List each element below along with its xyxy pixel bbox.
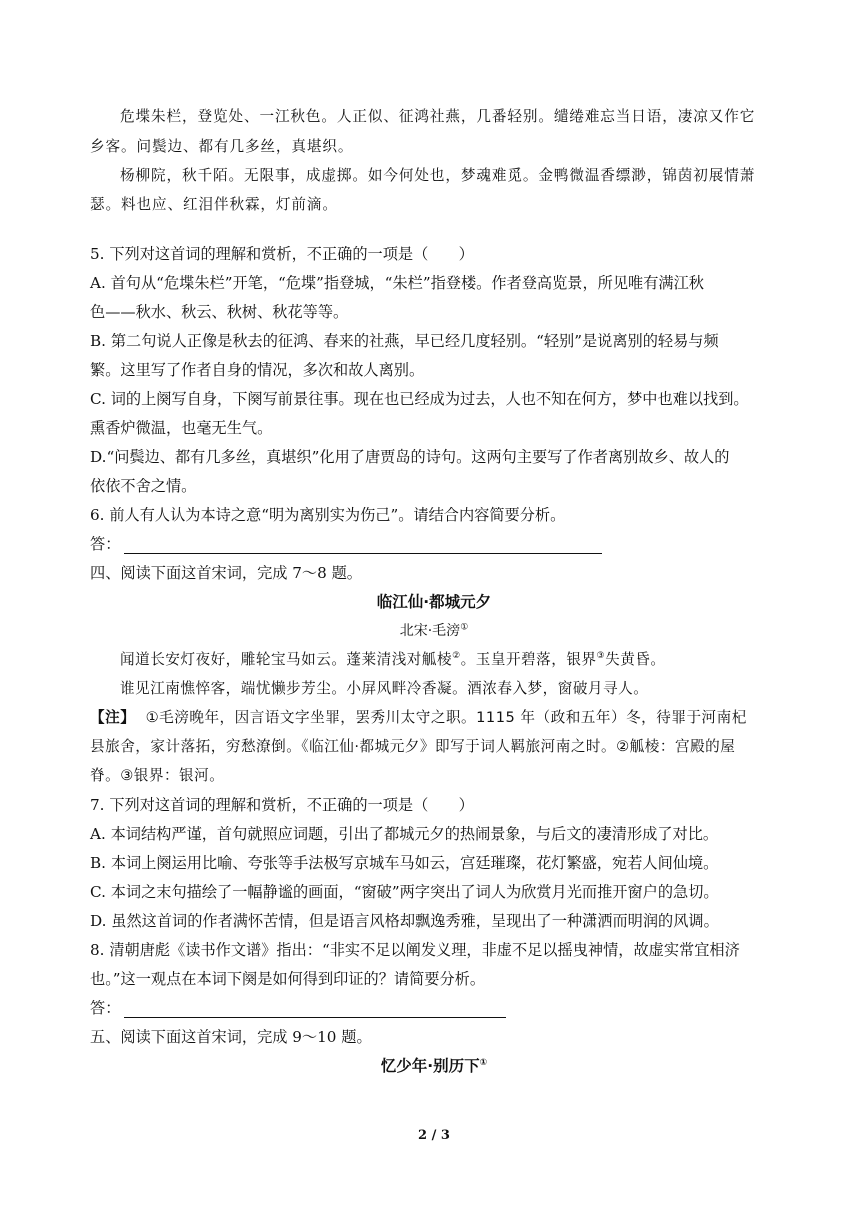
q6-answer-row [90,534,778,554]
poem2-line1-part2: 。玉皇开碧落，银界 [460,651,597,668]
q5-option-d-line2: 依依不舍之情。 [90,477,197,495]
q5-option-a-line1: A. 首句从“危堞朱栏”开笔，“危堞”指登城，“朱栏”指登楼。作者登高览景，所见唯有满江秋 [90,274,704,292]
footnote-marker-2: ② [452,651,461,662]
q7-option-b: B. 本词上阕运用比喻、夸张等手法极写京城车马如云，宫廷璀璨，花灯繁盛，宛若人间仙境。 [90,854,719,872]
question-6-stem: 6. 前人有人认为本诗之意“明为离别实为伤己”。请结合内容简要分析。 [90,506,566,524]
poem2-author-name: 北宋·毛滂 [399,623,461,639]
q5-option-a-line2: 色——秋水、秋云、秋树、秋花等等。 [90,303,349,321]
section-5-heading: 五、阅读下面这首宋词，完成 9～10 题。 [90,1028,372,1046]
poem1-line1: 危堞朱栏，登览处、一江秋色。人正似、征鸿社燕，几番轻别。缱绻难忘当日语，凄凉又作它 [120,108,756,125]
note-text-1: ①毛滂晚年，因言语文字坐罪，罢秀川太守之职。1115 年（政和五年）冬，待罪于河南杞 [145,709,747,726]
q5-option-c-line2: 熏香炉微温，也毫无生气。 [90,419,273,437]
poem2-line1 [120,650,778,670]
poem2-note-line1 [90,708,778,728]
footnote-marker-poem3: ① [479,1057,488,1068]
q6-answer-label: 答： [90,535,121,553]
q8-answer-row [90,998,778,1018]
poem2-note-line3: 脊。③银界：银河。 [90,767,225,784]
question-5-stem: 5. 下列对这首词的理解和赏析，不正确的一项是（ ） [90,245,474,263]
poem2-line1-part1: 闻道长安灯夜好，雕轮宝马如云。蓬莱清浅对觚棱 [120,651,453,668]
poem1-line3: 杨柳院，秋千陌。无限事，成虚掷。如今何处也，梦魂难觅。金鸭微温香缥渺，锦茵初展情萧 [120,167,756,184]
q7-option-a: A. 本词结构严谨，首句就照应词题，引出了都城元夕的热闹景象，与后文的凄清形成了对比。 [90,825,719,843]
poem1-line4: 瑟。料也应、红泪伴秋霖，灯前滴。 [90,196,338,213]
poem2-line1-part3: 失黄昏。 [605,651,666,668]
poem2-title: 临江仙·都城元夕 [376,593,492,611]
q5-option-c-line1: C. 词的上阕写自身，下阕写前景往事。现在也已经成为过去，人也不知在何方，梦中也难以找到。 [90,390,749,408]
poem3-title [0,1056,868,1076]
poem2-author [0,621,868,641]
question-8-line1: 8. 清朝唐彪《读书作文谱》指出：“非实不足以阐发义理，非虚不足以摇曳神情，故虚实常宜相济 [90,941,740,959]
q6-answer-blank[interactable] [124,539,602,554]
poem2-note-line2: 县旅舍，家计落拓，穷愁潦倒。《临江仙·都城元夕》即写于词人羁旅河南之时。②觚棱：宫殿的屋 [90,738,736,755]
q8-answer-blank[interactable] [124,1003,506,1018]
page-number: 2 / 3 [418,1128,450,1143]
poem1-line2: 乡客。问鬓边、都有几多丝，真堪织。 [90,138,354,155]
question-7-stem: 7. 下列对这首词的理解和赏析，不正确的一项是（ ） [90,796,474,814]
q5-option-d-line1: D.“问鬓边、都有几多丝，真堪织”化用了唐贾岛的诗句。这两句主要写了作者离别故乡、故人的 [90,448,730,466]
footnote-marker-1: ① [460,622,469,633]
footnote-marker-3: ③ [596,651,606,662]
poem3-title-text: 忆少年·别历下 [380,1057,480,1075]
question-8-line2: 也。”这一观点在本词下阕是如何得到印证的？请简要分析。 [90,970,486,988]
q7-option-c: C. 本词之末句描绘了一幅静谧的画面，“窗破”两字突出了词人为欣赏月光而推开窗户的急切。 [90,883,719,901]
poem2-line2: 谁见江南憔悴客，端忧懒步芳尘。小屏风畔冷香凝。酒浓春入梦，窗破月寻人。 [120,680,649,697]
q8-answer-label: 答： [90,999,121,1017]
q5-option-b-line2: 繁。这里写了作者自身的情况，多次和故人离别。 [90,361,425,379]
q5-option-b-line1: B. 第二句说人正像是秋去的征鸿、春来的社燕，早已经几度轻别。“轻别”是说离别的轻易与频 [90,332,719,350]
note-label: 【注】 [90,709,136,726]
section-4-heading: 四、阅读下面这首宋词，完成 7～8 题。 [90,564,362,582]
q7-option-d: D. 虽然这首词的作者满怀苦情，但是语言风格却飘逸秀雅，呈现出了一种潇洒而明润的风调。 [90,912,719,930]
